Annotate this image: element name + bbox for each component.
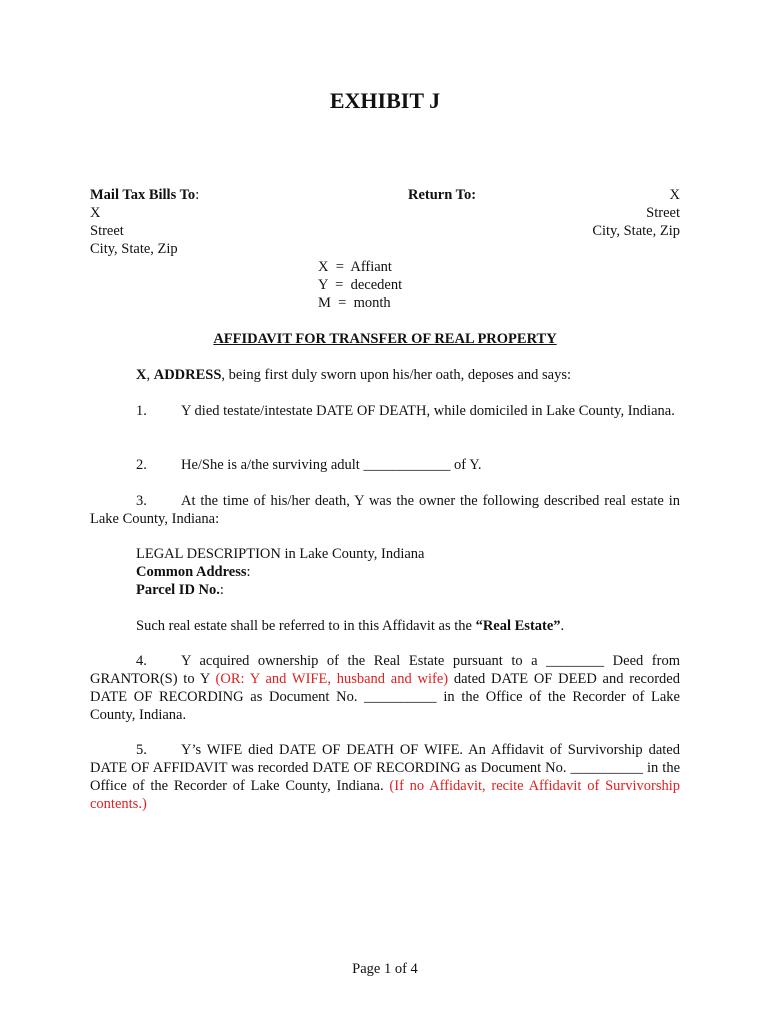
mail-line-name: X: [90, 205, 101, 221]
real-estate-definition: Such real estate shall be referred to in this Affidavit as the “Real Estate”.: [136, 618, 565, 634]
paragraph-5: 5. Y’s WIFE died DATE OF DEATH OF WIFE. An Affidavit of Survivorship dated DATE OF AFFIDAVIT was recorded DATE OF RECORDING as Document No. __________ in the Office of the Recorder of Lake County, Indiana. (If no Affidavit, recite Affidavit of Survivorship contents.): [90, 742, 681, 812]
return-line-city: City, State, Zip: [592, 223, 680, 239]
paragraph-number: 3.: [136, 493, 147, 509]
affidavit-heading: AFFIDAVIT FOR TRANSFER OF REAL PROPERTY: [213, 331, 557, 347]
legend-decedent: Y = decedent: [318, 277, 403, 293]
legend-affiant: X = Affiant: [318, 259, 392, 275]
paragraph-1: 1. Y died testate/intestate DATE OF DEATH, while domiciled in Lake County, Indiana.: [90, 402, 680, 420]
exhibit-title: EXHIBIT J: [329, 88, 441, 113]
paragraph-number: 4.: [136, 653, 147, 669]
instruction-note: (OR: Y and WIFE, husband and wife): [215, 671, 449, 687]
legal-description-block: [136, 545, 680, 599]
return-to-label: Return To:: [408, 187, 477, 203]
mail-line-street: Street: [90, 223, 124, 239]
mail-tax-bills-block: [90, 186, 199, 258]
paragraph-4: 4. Y acquired ownership of the Real Estate pursuant to a ________ Deed from GRANTOR(S) to Y (OR: Y and WIFE, husband and wife) dated DATE OF DEED and recorded DATE OF RECORDING as Document No. __________ in the Office of the Recorder of Lake County, Indiana.: [90, 653, 680, 723]
legend-month: M = month: [318, 295, 391, 311]
mail-tax-bills-label: Mail Tax Bills To:: [90, 187, 200, 203]
paragraph-number: 5.: [136, 742, 147, 758]
paragraph-number: 2.: [136, 457, 147, 473]
paragraph-number: 1.: [136, 403, 147, 419]
variable-legend: [318, 258, 402, 312]
return-line-street: Street: [646, 205, 680, 221]
parcel-id-line: Parcel ID No.:: [136, 582, 224, 598]
intro-statement: X, ADDRESS, being first duly sworn upon his/her oath, deposes and says:: [136, 367, 571, 383]
paragraph-2: 2. He/She is a/the surviving adult ____________ of Y.: [90, 456, 680, 474]
return-to-address: [592, 186, 680, 240]
mail-line-city: City, State, Zip: [90, 241, 178, 257]
return-line-name: X: [669, 187, 680, 203]
paragraph-3: 3. At the time of his/her death, Y was the owner the following described real estate in Lake County, Indiana:: [90, 493, 680, 527]
instruction-note: (If no Affidavit, recite Affidavit of Survivorship contents.): [90, 778, 681, 812]
legal-description-line: LEGAL DESCRIPTION in Lake County, Indiana: [136, 546, 425, 562]
common-address-line: Common Address:: [136, 564, 251, 580]
page-number: Page 1 of 4: [352, 961, 418, 977]
